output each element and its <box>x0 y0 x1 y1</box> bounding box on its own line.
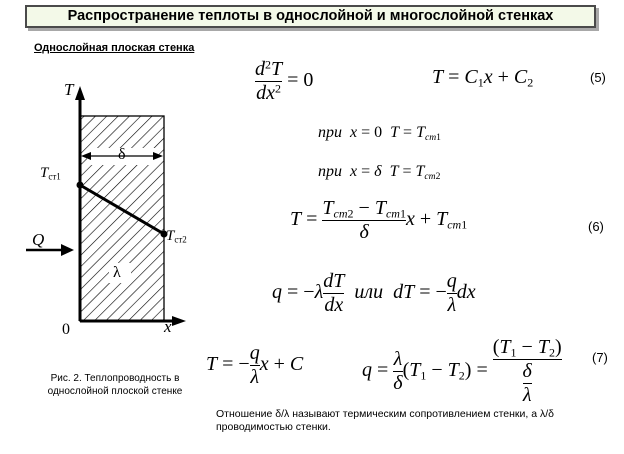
thickness-label: δ <box>118 146 126 163</box>
boundary-condition-1: при x = 0 $T = T_{cm1}$ <box>318 124 441 143</box>
t-st2-label: $T_{ст2}$ <box>166 228 187 245</box>
point-t-st1 <box>77 182 84 189</box>
conductivity-label: λ <box>113 264 121 281</box>
equation-7-number: (7) <box>592 350 608 365</box>
t-axis-arrow <box>75 86 85 100</box>
equation-laplace: $\frac{d^2T}{dx^2}$ = 0 <box>255 57 314 104</box>
heat-flow-label: Q <box>32 230 45 249</box>
section-subtitle: Однослойная плоская стенка <box>34 42 195 54</box>
equation-integrated-profile: T = − $\frac{q}{\lambda}$ x + C <box>206 342 304 388</box>
axis-t-label: T <box>64 80 74 99</box>
equation-general-solution: $T = C_1x + C_2$ <box>432 66 534 90</box>
equation-6-number: (6) <box>588 219 604 234</box>
t-st1-label: $T_{ст1}$ <box>40 165 61 182</box>
equation-temperature-profile: T = $\frac{T_{cm2} - T_{cm1}}{\delta}$ $x + T_{cm1}$ <box>290 197 468 243</box>
wall-diagram <box>20 78 220 350</box>
equation-fourier-law: q = −λ $\frac{dT}{dx}$ или dT = − $\frac{q}{\lambda}$ dx <box>272 270 476 316</box>
thermal-resistance-note: Отношение δ/λ называют термическим сопротивлением стенки, а λ/δ проводимостью стенки. <box>216 408 554 433</box>
equation-5-number: (5) <box>590 70 606 85</box>
equation-heat-flux: q = $\frac{\lambda}{\delta}$ $(T_1 - T_2)$ = $\frac{(T_1 - T_2)}{\frac{\delta}{\lambda}}$ <box>362 336 562 406</box>
x-axis-arrow <box>172 316 186 326</box>
origin-label: 0 <box>62 321 70 338</box>
figure-caption: Рис. 2. Теплопроводность в однослойной плоской стенке <box>47 373 183 397</box>
axis-x-label: x <box>164 317 172 336</box>
boundary-condition-2: при x = δ $T = T_{cm2}$ <box>318 163 441 182</box>
page-title: Распространение теплоты в однослойной и многослойной стенках <box>25 5 596 28</box>
